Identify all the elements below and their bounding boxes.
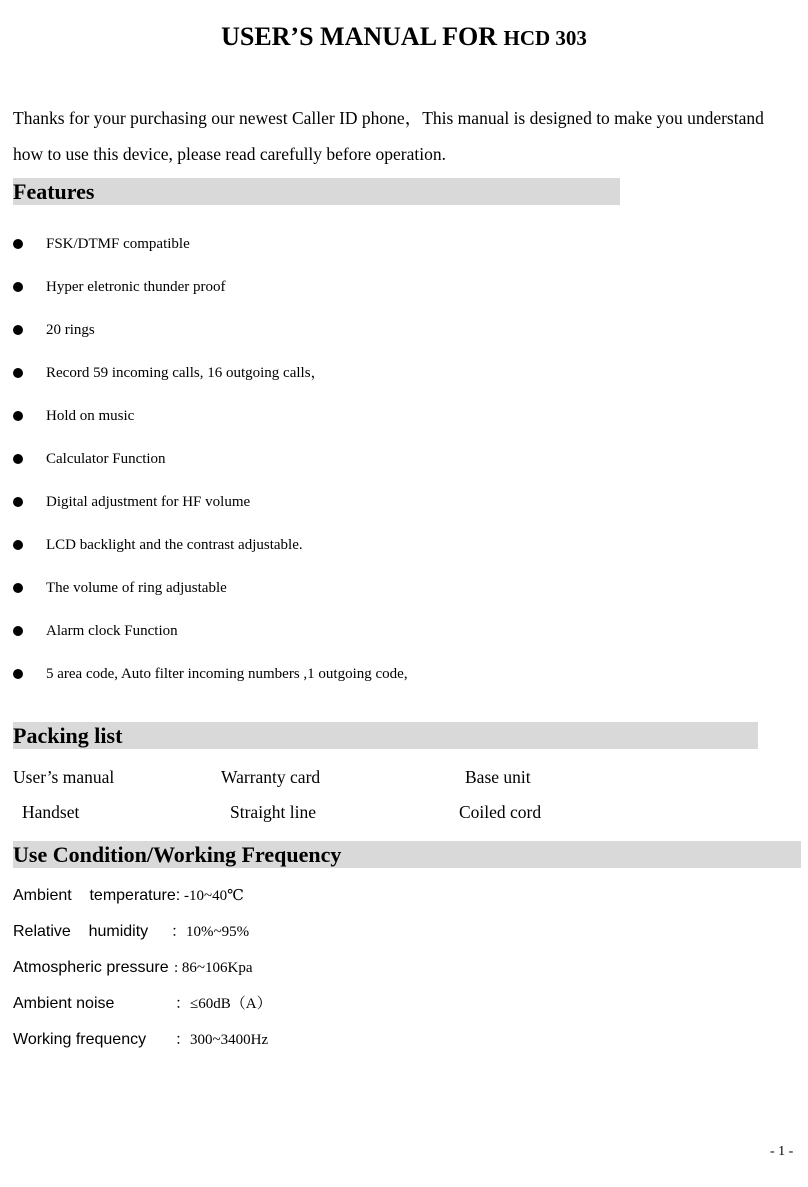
condition-value: -10~40℃ (184, 888, 244, 904)
feature-text: Record 59 incoming calls, 16 outgoing calls， (46, 365, 326, 381)
feature-text: FSK/DTMF compatible (46, 236, 190, 252)
condition-label: Relative humidity (13, 923, 149, 940)
bullet-icon (13, 583, 23, 593)
condition-label: Ambient noise (13, 995, 115, 1012)
bullet-icon (13, 411, 23, 421)
bullet-icon (13, 454, 23, 464)
feature-item (13, 358, 408, 401)
condition-value: ：300~3400Hz (175, 1032, 269, 1048)
page-title (0, 20, 808, 55)
feature-item (13, 401, 408, 444)
feature-item (13, 487, 408, 530)
condition-value: ：≤60dB（A） (175, 996, 272, 1012)
packing-item: Base unit (465, 767, 531, 787)
condition-row (13, 884, 313, 908)
features-list (13, 229, 408, 702)
bullet-icon (13, 325, 23, 335)
page-number: - 1 - (770, 1144, 794, 1159)
feature-text: Digital adjustment for HF volume (46, 494, 251, 510)
bullet-icon (13, 282, 23, 292)
condition-label: Atmospheric pressure (13, 959, 169, 976)
feature-item (13, 315, 408, 358)
feature-item (13, 659, 408, 702)
intro-paragraph (13, 100, 808, 172)
feature-text: LCD backlight and the contrast adjustable. (46, 537, 303, 553)
use-condition-heading: Use Condition/Working Frequency (13, 841, 801, 868)
feature-text: 5 area code, Auto filter incoming numbers ,1 outgoing code, (46, 666, 408, 682)
intro-line-2: how to use this device, please read carefully before operation. (13, 144, 446, 164)
packing-item: Warranty card (221, 767, 321, 787)
condition-row (13, 956, 313, 980)
condition-value: ：10%~95% (171, 924, 250, 940)
bullet-icon (13, 626, 23, 636)
intro-line-1: Thanks for your purchasing our newest Caller ID phone，This manual is designed to make you understand (13, 108, 764, 128)
feature-item (13, 444, 408, 487)
feature-item (13, 616, 408, 659)
feature-text: 20 rings (46, 322, 95, 338)
feature-text: Calculator Function (46, 451, 166, 467)
title-main: USER’S MANUAL FOR (221, 22, 504, 51)
title-model: HCD 303 (503, 26, 587, 50)
feature-text: Hold on music (46, 408, 135, 424)
feature-item (13, 272, 408, 315)
condition-label: Ambient temperature: (13, 887, 181, 904)
feature-item (13, 530, 408, 573)
condition-value: : 86~106Kpa (174, 960, 253, 976)
packing-item: User’s manual (13, 767, 115, 787)
packing-item: Handset (22, 802, 80, 822)
bullet-icon (13, 669, 23, 679)
bullet-icon (13, 540, 23, 550)
condition-row (13, 1028, 313, 1052)
feature-text: Alarm clock Function (46, 623, 178, 639)
feature-text: The volume of ring adjustable (46, 580, 227, 596)
packing-item: Straight line (230, 802, 317, 822)
bullet-icon (13, 497, 23, 507)
bullet-icon (13, 368, 23, 378)
feature-item (13, 229, 408, 272)
feature-item (13, 573, 408, 616)
condition-row (13, 992, 313, 1016)
packing-list-heading: Packing list (13, 722, 758, 749)
bullet-icon (13, 239, 23, 249)
condition-row (13, 920, 313, 944)
feature-text: Hyper eletronic thunder proof (46, 279, 226, 295)
condition-label: Working frequency (13, 1031, 147, 1048)
features-heading: Features (13, 178, 620, 205)
packing-item: Coiled cord (459, 802, 542, 822)
